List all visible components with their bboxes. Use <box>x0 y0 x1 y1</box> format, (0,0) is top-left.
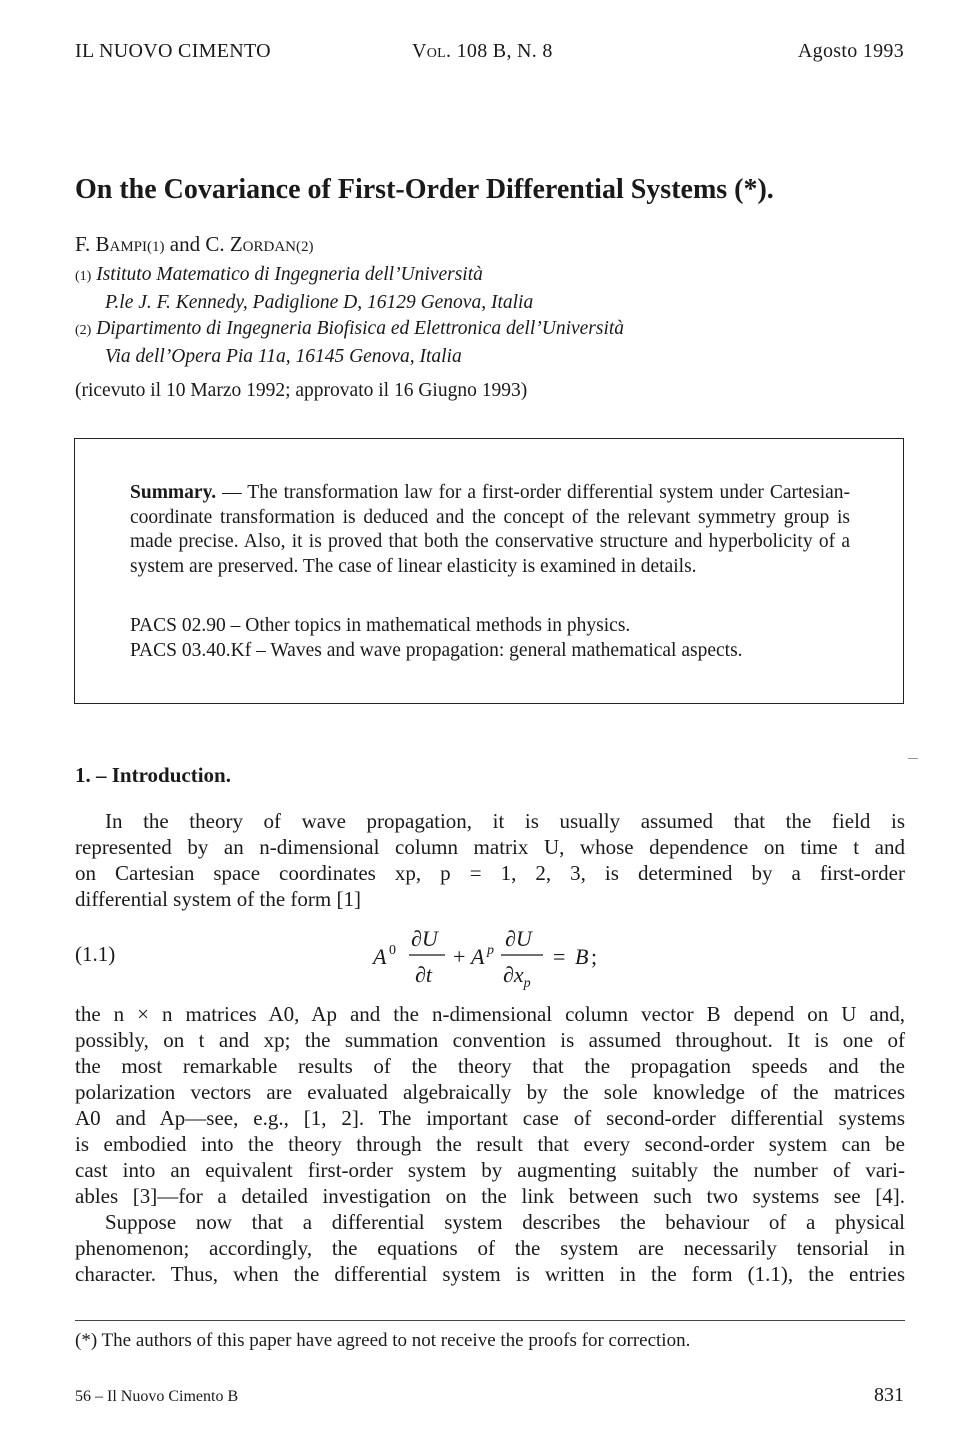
p3-line-1: Suppose now that a differential system describes the behaviour of a physical <box>105 1210 905 1234</box>
affiliations <box>75 262 624 370</box>
svg-text:∂U: ∂U <box>411 926 438 951</box>
p1-line-4: differential system of the form [1] <box>75 887 361 911</box>
author-1: F. Bampi <box>75 232 148 256</box>
margin-mark <box>908 758 918 759</box>
pacs-1: PACS 02.90 – Other topics in mathematical methods in physics. <box>130 615 631 636</box>
svg-text:∂xp: $\partial x_p$ <box>503 962 531 991</box>
page-number: 831 <box>874 1384 904 1406</box>
p2-line-2: possibly, on t and xp; the summation convention is assumed throughout. It is one of <box>75 1028 905 1052</box>
paragraph-3 <box>75 1209 905 1287</box>
p2-line-3: the most remarkable results of the theory that the propagation speeds and the <box>75 1054 905 1078</box>
p2-line-1: the n × n matrices A0, Ap and the n-dimensional column vector B depend on U and, <box>75 1002 905 1026</box>
summary-body: — The transformation law for a first-order differential system under Cartesian-coordinate transformation is deduced and the concept of the relevant symmetry group is made precise. Also, it is proved that both the conservative structure and hyperbolicity of a system are preserved. The case of linear elasticity is examined in details. <box>130 482 851 577</box>
svg-text:B: B <box>575 944 589 969</box>
svg-text:A: A <box>373 944 387 969</box>
affiliation-2-line2: Via dell’Opera Pia 11a, 16145 Genova, Italia <box>105 346 462 367</box>
p2-line-4: polarization vectors are evaluated algebraically by the sole knowledge of the matrices <box>75 1080 905 1104</box>
svg-text:;: ; <box>591 944 598 969</box>
p1-line-2: represented by an n-dimensional column matrix U, whose dependence on time t and <box>75 835 905 859</box>
affiliation-1-mark: (1) <box>75 269 92 284</box>
svg-text:∂t: ∂t <box>415 962 432 987</box>
volume-info: Vol. 108 B, N. 8 <box>412 40 553 62</box>
svg-text:+: + <box>453 944 466 969</box>
p1-line-1: In the theory of wave propagation, it is usually assumed that the field is <box>105 809 905 833</box>
p3-line-2: phenomenon; accordingly, the equations of the system are necessarily tensorial in <box>75 1236 905 1260</box>
svg-text:∂U: ∂U <box>505 926 532 951</box>
paper-title: On the Covariance of First-Order Differential Systems (*). <box>75 174 774 205</box>
footnote-rule <box>75 1320 905 1321</box>
author-1-mark: (1) <box>147 239 165 255</box>
affiliation-2 <box>75 316 624 344</box>
affiliation-1 <box>75 262 624 290</box>
affiliation-1-line2: P.le J. F. Kennedy, Padiglione D, 16129 Genova, Italia <box>105 292 534 313</box>
svg-text:0: 0 <box>389 943 396 958</box>
summary-label: Summary. <box>130 482 217 503</box>
paragraph-2 <box>75 1001 905 1209</box>
equation-1-1 <box>365 918 635 996</box>
p2-line-8: ables [3]—for a detailed investigation on the link between such two systems see [4]. <box>75 1184 905 1208</box>
p2-line-6: is embodied into the theory through the result that every second-order system can be <box>75 1132 905 1156</box>
p2-line-7: cast into an equivalent first-order system by augmenting suitably the number of vari- <box>75 1158 905 1182</box>
section-heading: 1. – Introduction. <box>75 763 231 787</box>
pacs-2: PACS 03.40.Kf – Waves and wave propagation: general mathematical aspects. <box>130 640 743 661</box>
footer-journal: 56 – Il Nuovo Cimento B <box>75 1388 239 1405</box>
footnote: (*) The authors of this paper have agreed to not receive the proofs for correction. <box>75 1330 691 1351</box>
received-dates: (ricevuto il 10 Marzo 1992; approvato il 16 Giugno 1993) <box>75 380 528 401</box>
journal-name: IL NUOVO CIMENTO <box>75 40 271 62</box>
svg-text:A: A <box>471 944 485 969</box>
author-2: C. Zordan <box>205 232 297 256</box>
affiliation-1-line1: Istituto Matematico di Ingegneria dell’Università <box>96 264 483 285</box>
paragraph-1 <box>75 808 905 912</box>
p3-line-3: character. Thus, when the differential system is written in the form (1.1), the entries <box>75 1262 905 1286</box>
p2-line-5: A0 and Ap—see, e.g., [1, 2]. The important case of second-order differential systems <box>75 1106 905 1130</box>
author-2-mark: (2) <box>296 239 314 255</box>
issue-date: Agosto 1993 <box>797 40 904 62</box>
svg-text:=: = <box>553 944 566 969</box>
affiliation-2-line1: Dipartimento di Ingegneria Biofisica ed Elettronica dell’Università <box>96 318 625 339</box>
svg-text:p: p <box>487 943 494 958</box>
affiliation-2-mark: (2) <box>75 323 92 338</box>
author-line <box>75 232 314 257</box>
p1-line-3: on Cartesian space coordinates xp, p = 1, 2, 3, is determined by a first-order <box>75 861 905 885</box>
summary-text <box>130 481 850 579</box>
author-and: and <box>169 232 201 256</box>
equation-number: (1.1) <box>75 942 116 966</box>
